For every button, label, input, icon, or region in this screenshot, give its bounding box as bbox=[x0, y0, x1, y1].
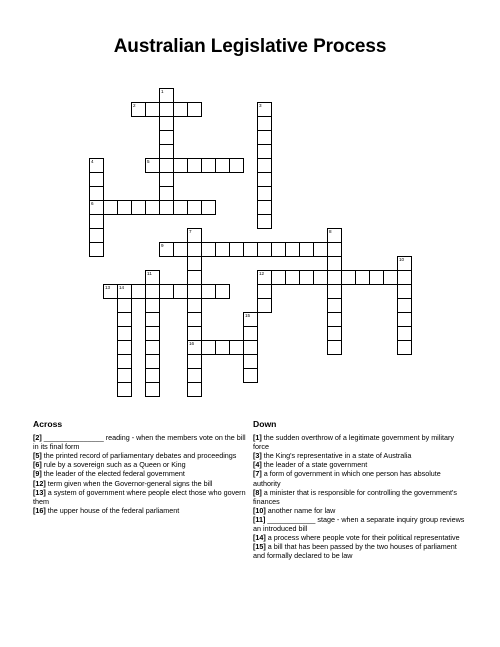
grid-cell[interactable] bbox=[187, 158, 202, 173]
grid-cell[interactable] bbox=[397, 312, 412, 327]
clue-text: a minister that is responsible for controlling the government's finances bbox=[253, 487, 457, 506]
grid-cell[interactable] bbox=[145, 382, 160, 397]
clue-number: 12 bbox=[259, 271, 265, 276]
grid-cell[interactable] bbox=[103, 284, 118, 299]
down-heading: Down bbox=[253, 419, 277, 429]
grid-cell[interactable] bbox=[271, 242, 286, 257]
grid-cell[interactable] bbox=[215, 284, 230, 299]
clue-number: 5 bbox=[147, 159, 150, 164]
grid-cell[interactable] bbox=[145, 368, 160, 383]
clue-label: [5] bbox=[33, 451, 42, 461]
grid-cell[interactable] bbox=[117, 354, 132, 369]
grid-cell[interactable] bbox=[145, 284, 160, 299]
grid-cell[interactable] bbox=[117, 340, 132, 355]
grid-cell[interactable] bbox=[257, 270, 272, 285]
grid-cell[interactable] bbox=[117, 298, 132, 313]
grid-cell[interactable] bbox=[173, 242, 188, 257]
grid-cell[interactable] bbox=[187, 200, 202, 215]
grid-cell[interactable] bbox=[257, 144, 272, 159]
grid-cell[interactable] bbox=[159, 172, 174, 187]
across-clue bbox=[33, 460, 248, 469]
grid-cell[interactable] bbox=[145, 200, 160, 215]
grid-cell[interactable] bbox=[299, 242, 314, 257]
grid-cell[interactable] bbox=[117, 368, 132, 383]
clue-number: 11 bbox=[147, 271, 152, 276]
clue-label: [12] bbox=[33, 478, 46, 488]
clue-label: [16] bbox=[33, 505, 46, 515]
grid-cell[interactable] bbox=[131, 200, 146, 215]
clue-label: [8] bbox=[253, 487, 262, 497]
grid-cell[interactable] bbox=[397, 340, 412, 355]
clue-label: [14] bbox=[253, 533, 266, 543]
clue-label: [1] bbox=[253, 433, 262, 443]
clue-number: 1 bbox=[161, 89, 164, 94]
clue-text: _______________ reading - when the members vote on the bill in its final form bbox=[33, 433, 246, 452]
grid-cell[interactable] bbox=[187, 326, 202, 341]
grid-cell[interactable] bbox=[327, 340, 342, 355]
grid-cell[interactable] bbox=[159, 186, 174, 201]
grid-cell[interactable] bbox=[159, 284, 174, 299]
grid-cell[interactable] bbox=[187, 102, 202, 117]
grid-cell[interactable] bbox=[397, 284, 412, 299]
grid-cell[interactable] bbox=[89, 200, 104, 215]
across-clue-list bbox=[33, 433, 248, 515]
clue-label: [4] bbox=[253, 460, 262, 470]
grid-cell[interactable] bbox=[117, 312, 132, 327]
grid-cell[interactable] bbox=[131, 284, 146, 299]
grid-cell[interactable] bbox=[89, 158, 104, 173]
grid-cell[interactable] bbox=[187, 284, 202, 299]
grid-cell[interactable] bbox=[89, 214, 104, 229]
clue-number: 6 bbox=[91, 201, 94, 206]
grid-cell[interactable] bbox=[187, 298, 202, 313]
grid-cell[interactable] bbox=[201, 242, 216, 257]
clue-number: 4 bbox=[91, 159, 94, 164]
clue-text: the printed record of parliamentary debates and proceedings bbox=[41, 451, 237, 461]
grid-cell[interactable] bbox=[145, 158, 160, 173]
across-clue bbox=[33, 469, 248, 478]
grid-cell[interactable] bbox=[257, 172, 272, 187]
grid-cell[interactable] bbox=[159, 88, 174, 103]
down-clue bbox=[253, 469, 468, 487]
grid-cell[interactable] bbox=[187, 242, 202, 257]
grid-cell[interactable] bbox=[215, 340, 230, 355]
grid-cell[interactable] bbox=[145, 354, 160, 369]
grid-cell[interactable] bbox=[187, 228, 202, 243]
grid-cell[interactable] bbox=[327, 298, 342, 313]
grid-cell[interactable] bbox=[285, 270, 300, 285]
down-clue bbox=[253, 488, 468, 506]
page-title: Australian Legislative Process bbox=[113, 36, 387, 57]
grid-cell[interactable] bbox=[257, 298, 272, 313]
grid-cell[interactable] bbox=[159, 158, 174, 173]
grid-cell[interactable] bbox=[313, 242, 328, 257]
grid-cell[interactable] bbox=[243, 312, 258, 327]
grid-cell[interactable] bbox=[229, 242, 244, 257]
grid-cell[interactable] bbox=[257, 102, 272, 117]
grid-cell[interactable] bbox=[229, 340, 244, 355]
grid-cell[interactable] bbox=[89, 186, 104, 201]
grid-cell[interactable] bbox=[397, 326, 412, 341]
clue-number: 2 bbox=[133, 103, 136, 108]
across-clue bbox=[33, 488, 248, 506]
grid-cell[interactable] bbox=[215, 242, 230, 257]
clue-number: 9 bbox=[161, 243, 164, 248]
grid-cell[interactable] bbox=[327, 326, 342, 341]
grid-cell[interactable] bbox=[145, 270, 160, 285]
grid-cell[interactable] bbox=[117, 284, 132, 299]
down-clue bbox=[253, 451, 468, 460]
grid-cell[interactable] bbox=[173, 200, 188, 215]
across-clue bbox=[33, 479, 248, 488]
grid-cell[interactable] bbox=[187, 354, 202, 369]
grid-cell[interactable] bbox=[229, 158, 244, 173]
grid-cell[interactable] bbox=[145, 312, 160, 327]
across-clue bbox=[33, 451, 248, 460]
grid-cell[interactable] bbox=[145, 298, 160, 313]
clue-label: [7] bbox=[253, 469, 262, 479]
clue-label: [9] bbox=[33, 469, 42, 479]
clue-text: ____________ stage - when a separate inquiry group reviews an introduced bill bbox=[253, 514, 465, 534]
grid-cell[interactable] bbox=[243, 368, 258, 383]
grid-cell[interactable] bbox=[257, 186, 272, 201]
grid-cell[interactable] bbox=[145, 326, 160, 341]
clue-label: [13] bbox=[33, 487, 46, 497]
across-clue bbox=[33, 506, 248, 515]
clue-number: 15 bbox=[245, 313, 251, 318]
grid-cell[interactable] bbox=[243, 354, 258, 369]
grid-cell[interactable] bbox=[159, 116, 174, 131]
grid-cell[interactable] bbox=[187, 368, 202, 383]
grid-cell[interactable] bbox=[327, 256, 342, 271]
clue-number: 7 bbox=[189, 229, 192, 234]
grid-cell[interactable] bbox=[257, 116, 272, 131]
down-clue bbox=[253, 515, 468, 533]
grid-cell[interactable] bbox=[271, 270, 286, 285]
down-clues bbox=[253, 420, 468, 560]
grid-cell[interactable] bbox=[257, 214, 272, 229]
down-clue bbox=[253, 506, 468, 515]
clue-text: rule by a sovereign such as a Queen or King bbox=[41, 460, 186, 470]
grid-cell[interactable] bbox=[397, 270, 412, 285]
grid-cell[interactable] bbox=[89, 242, 104, 257]
grid-cell[interactable] bbox=[131, 102, 146, 117]
grid-cell[interactable] bbox=[327, 284, 342, 299]
grid-cell[interactable] bbox=[327, 242, 342, 257]
down-clue bbox=[253, 533, 468, 542]
grid-cell[interactable] bbox=[89, 172, 104, 187]
grid-cell[interactable] bbox=[89, 228, 104, 243]
grid-cell[interactable] bbox=[257, 242, 272, 257]
clue-number: 14 bbox=[119, 285, 125, 290]
grid-cell[interactable] bbox=[285, 242, 300, 257]
grid-cell[interactable] bbox=[397, 298, 412, 313]
across-clue bbox=[33, 433, 248, 451]
grid-cell[interactable] bbox=[159, 144, 174, 159]
grid-cell[interactable] bbox=[257, 284, 272, 299]
grid-cell[interactable] bbox=[299, 270, 314, 285]
clue-label: [6] bbox=[33, 460, 42, 470]
grid-cell[interactable] bbox=[327, 228, 342, 243]
grid-cell[interactable] bbox=[215, 158, 230, 173]
clue-number: 10 bbox=[399, 257, 405, 262]
clue-label: [11] bbox=[253, 514, 266, 524]
down-clue bbox=[253, 542, 468, 560]
grid-cell[interactable] bbox=[257, 200, 272, 215]
grid-cell[interactable] bbox=[327, 312, 342, 327]
grid-cell[interactable] bbox=[103, 200, 118, 215]
grid-cell[interactable] bbox=[327, 270, 342, 285]
clue-text: a system of government where people elect those who govern them bbox=[33, 487, 246, 506]
grid-cell[interactable] bbox=[383, 270, 398, 285]
grid-cell[interactable] bbox=[187, 340, 202, 355]
grid-cell[interactable] bbox=[257, 130, 272, 145]
grid-cell[interactable] bbox=[159, 130, 174, 145]
grid-cell[interactable] bbox=[145, 102, 160, 117]
grid-cell[interactable] bbox=[341, 270, 356, 285]
grid-cell[interactable] bbox=[173, 284, 188, 299]
grid-cell[interactable] bbox=[117, 382, 132, 397]
across-heading: Across bbox=[33, 419, 63, 429]
clue-text: another name for law bbox=[265, 505, 336, 515]
grid-cell[interactable] bbox=[173, 102, 188, 117]
grid-cell[interactable] bbox=[243, 242, 258, 257]
clue-text: the King's representative in a state of Australia bbox=[261, 451, 412, 461]
clue-text: term given when the Governor-general signs the bill bbox=[45, 478, 213, 488]
grid-cell[interactable] bbox=[257, 158, 272, 173]
grid-cell[interactable] bbox=[117, 200, 132, 215]
clue-text: the leader of a state government bbox=[261, 460, 368, 470]
down-clue bbox=[253, 460, 468, 469]
grid-cell[interactable] bbox=[145, 340, 160, 355]
grid-cell[interactable] bbox=[173, 158, 188, 173]
grid-cell[interactable] bbox=[369, 270, 384, 285]
grid-cell[interactable] bbox=[159, 102, 174, 117]
clue-text: a form of government in which one person has absolute authority bbox=[253, 469, 441, 488]
grid-cell[interactable] bbox=[187, 270, 202, 285]
grid-cell[interactable] bbox=[117, 326, 132, 341]
down-clue-list bbox=[253, 433, 468, 560]
clue-label: [2] bbox=[33, 433, 42, 443]
across-clues bbox=[33, 420, 248, 515]
grid-cell[interactable] bbox=[159, 242, 174, 257]
grid-cell[interactable] bbox=[201, 200, 216, 215]
grid-cell[interactable] bbox=[243, 326, 258, 341]
clue-text: a bill that has been passed by the two houses of parliament and formally declared to be law bbox=[253, 542, 457, 561]
grid-cell[interactable] bbox=[187, 382, 202, 397]
clue-number: 8 bbox=[329, 229, 332, 234]
grid-cell[interactable] bbox=[159, 200, 174, 215]
grid-cell[interactable] bbox=[397, 256, 412, 271]
clue-text: the upper house of the federal parliament bbox=[45, 505, 180, 515]
clue-label: [3] bbox=[253, 451, 262, 461]
down-clue bbox=[253, 433, 468, 451]
grid-cell[interactable] bbox=[201, 158, 216, 173]
clue-label: [15] bbox=[253, 542, 266, 552]
grid-cell[interactable] bbox=[313, 270, 328, 285]
grid-cell[interactable] bbox=[187, 256, 202, 271]
clue-text: the leader of the elected federal government bbox=[41, 469, 185, 479]
clue-number: 13 bbox=[105, 285, 111, 290]
grid-cell[interactable] bbox=[243, 340, 258, 355]
grid-cell[interactable] bbox=[201, 284, 216, 299]
clue-text: a process where people vote for their political representative bbox=[265, 533, 460, 543]
grid-cell[interactable] bbox=[201, 340, 216, 355]
clue-label: [10] bbox=[253, 505, 266, 515]
clue-text: the sudden overthrow of a legitimate government by military force bbox=[253, 433, 454, 452]
clue-number: 16 bbox=[189, 341, 195, 346]
clue-number: 3 bbox=[259, 103, 262, 108]
grid-cell[interactable] bbox=[187, 312, 202, 327]
grid-cell[interactable] bbox=[355, 270, 370, 285]
